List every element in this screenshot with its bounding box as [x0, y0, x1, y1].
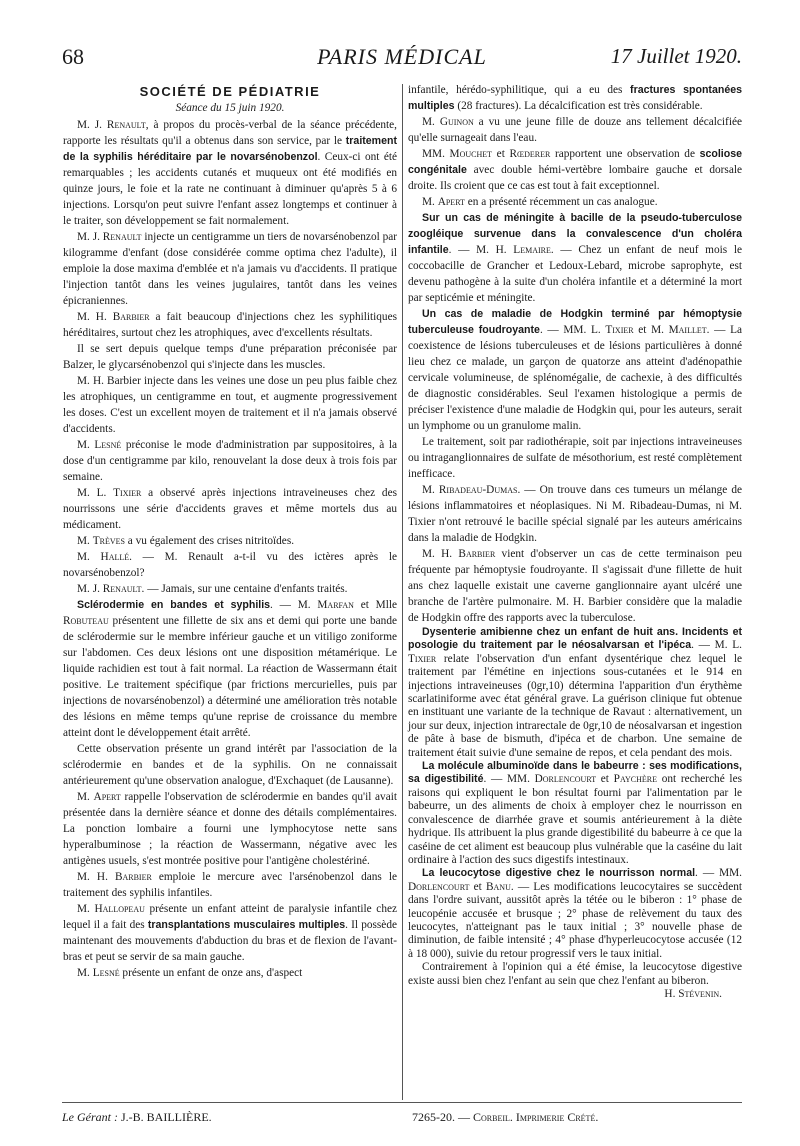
gerant-label: Le Gérant :	[62, 1110, 118, 1124]
text-run: présente un enfant de onze ans, d'aspect	[119, 967, 303, 979]
left-column	[63, 82, 397, 981]
text-run: . — La coexistence de lésions tuberculeuses et de lésions particulières à donné lieu chez ce malade, un garçon de quatorze ans atteint d'adénopathie cervicale volumineuse, de splénomégalie, de cachexie, à des difficultés de diagnostic considérables. Seul l'examen histologique a permis de préciser l'existence d'une maladie de Hodgkin qui, pour les auteurs, serait un lymphome ou un granulome malin.	[408, 324, 743, 432]
paragraph	[408, 146, 742, 194]
right-column-body	[408, 82, 742, 988]
text-run: . — MM. L.	[539, 324, 606, 336]
section-subtitle: Séance du 15 juin 1920.	[175, 102, 285, 114]
paragraph	[63, 229, 397, 309]
text-run: . — M. L.	[691, 639, 742, 652]
text-run: . — Les modifications leucocytaires se succèdent dans l'ordre suivant, aussitôt après la tétée ou le biberon : 1° phase de leucopénie accusée et brusque ; 2° phase de relèvement du taux des leucocytes, n'atteignant pas le taux initial ; 3° nouvelle phase de diminution, de faible intensité ; 4° phase d'hyperleucocytose accusée (12 à 18 000), suivie du retour progressif vers le taux initial.	[408, 880, 742, 960]
text-run: M.	[77, 903, 95, 915]
text-run: relate l'observation d'un enfant dysentérique chez lequel le traitement par l'émétine en injections sous-cutanées et le 914 en injections intraveineuses (0gr,10) détermina l'apparition d'un érythème scarlatiniforme avec état général grave. La guérison clinique fut obtenue en instituant une variante de la technique de Ravaut : alternativement, un jour sur deux, injection intrarectale de 0gr,10 de néosalvarsan et ingestion de pâte à base de bismuth, d'ipéca et de charbon. Une semaine de traitement était suivie d'une semaine de repos, et cela pendant des mois.	[408, 652, 742, 759]
author-name: Renault	[106, 119, 146, 131]
text-run: Le traitement, soit par radiothérapie, soit par injections intraveineuses ou intraganglionnaires de sulfate de mésothorium, est resté complètement inefficace.	[408, 436, 742, 480]
text-run: vient d'observer un cas de cette terminaison peu fréquente par hémoptysie foudroyante. Il s'agissait d'une fillette de huit ans chez laquelle existait une caverne ganglionnaire ayant ulcéré une branche de l'artère pulmonaire. M. H. Barbier considère que la maladie de Hodgkin offre des rapports avec la tuberculose.	[408, 548, 743, 624]
bold-heading-run: Dysenterie amibienne chez un enfant de huit ans. Incidents et posologie du traitement par le néosalvarsan et l'ipéca	[408, 626, 742, 652]
text-run: M.	[422, 116, 440, 128]
text-run: et M.	[633, 324, 669, 336]
author-name: Renault	[102, 583, 142, 595]
text-run: Contrairement à l'opinion qui a été émise, la leucocytose digestive existe aussi bien chez l'enfant au sein que chez l'enfant au biberon.	[408, 961, 742, 987]
paragraph	[408, 867, 742, 961]
author-name: Barbier	[112, 311, 150, 323]
text-run: a fait beaucoup d'injections chez les syphilitiques héréditaires, surtout chez les atrophiques, avec d'excellents résultats.	[63, 311, 397, 339]
text-run: et	[596, 773, 614, 786]
text-run: et Mlle	[353, 599, 398, 611]
text-run: et	[492, 148, 510, 160]
paragraph	[408, 114, 742, 146]
paragraph	[63, 309, 397, 341]
bold-heading-run: fractures spontanées multiples	[408, 84, 742, 112]
bold-heading-run: Sclérodermie en bandes et syphilis	[77, 599, 271, 611]
author-name: Ribadeau-Dumas	[438, 484, 518, 496]
author-name: Guinon	[439, 116, 474, 128]
left-column-body	[63, 117, 397, 981]
paragraph	[63, 485, 397, 533]
text-run: . — MM.	[695, 867, 743, 880]
text-run: . — M.	[270, 599, 318, 611]
text-run: . Il possède maintenant des mouvements d'abduction du bras et de flexion de l'avant-bras et peut se servir de sa main gauche.	[63, 919, 397, 963]
text-run: MM.	[422, 148, 450, 160]
paragraph	[63, 549, 397, 581]
text-run: et	[469, 880, 486, 893]
bold-heading-run: traitement de la syphilis héréditaire par le novarsénobenzol	[63, 135, 397, 163]
text-run: M. H. Barbier injecte dans les veines une dose un peu plus faible chez les atrophiques, un centigramme en tout, et augmente progressivement les doses. C'est un excellent moyen de traitement et il n'a jamais observé d'accidents.	[63, 375, 397, 435]
text-run: M.	[77, 791, 94, 803]
text-run: M. J.	[77, 583, 103, 595]
paragraph	[63, 437, 397, 485]
author-name: Lesné	[94, 439, 122, 451]
author-name: Apert	[437, 196, 465, 208]
text-run: infantile, hérédo-syphilitique, qui a eu des	[408, 84, 631, 96]
text-run: en a présenté récemment un cas analogue.	[464, 196, 658, 208]
paragraph	[63, 373, 397, 437]
author-name: Trèves	[92, 535, 125, 547]
text-run: , à propos du procès-verbal de la séance précédente, rapporte les résultats qu'il a obtenus dans son service, par le	[63, 119, 398, 147]
text-run: rapportent une observation de	[550, 148, 700, 160]
text-run: préconise le mode d'administration par suppositoires, à la dose d'un centigramme par kilo, renouvelant la dose deux à trois fois par semaine.	[63, 439, 397, 483]
gerant-line	[62, 1110, 212, 1125]
author-name: Robuteau	[63, 615, 109, 627]
paragraph	[408, 306, 742, 434]
paragraph	[63, 901, 397, 965]
text-run: . Ceux-ci ont été remarquables ; les accidents cutanés et muqueux ont été modifiés en quinze jours, le foie et la rate ne continuant à diminuer qu'après 5 à 6 injections. Lorsqu'on peut suivre l'enfant assez longtemps et continuer à le traiter, son développement se fait normalement.	[63, 151, 397, 227]
text-run: M. H.	[422, 548, 459, 560]
text-run: a vu une jeune fille de douze ans tellement décalcifiée qu'elle surnageait dans l'eau.	[408, 116, 742, 144]
text-run: a observé après injections intraveineuses chez des nourrissons une série d'accidents graves et même mortels dus au médicament.	[63, 487, 397, 531]
bold-heading-run: Un cas de maladie de Hodgkin terminé par hémoptysie tuberculeuse foudroyante	[408, 308, 742, 336]
paragraph	[63, 341, 397, 373]
paragraph	[408, 434, 742, 482]
paragraph	[408, 210, 742, 306]
column-divider	[402, 84, 403, 1100]
paragraph	[63, 789, 397, 869]
paragraph	[408, 760, 742, 867]
paragraph	[63, 117, 397, 229]
journal-title: PARIS MÉDICAL	[317, 44, 487, 69]
text-run: avec double hémi-vertèbre lombaire gauche et dorsale droite. Ils croient que ce cas est tout à fait exceptionnel.	[408, 164, 742, 192]
paragraph	[408, 626, 742, 760]
author-name: Renault	[102, 231, 142, 243]
paragraph	[63, 741, 397, 789]
author-name: Rœderer	[509, 148, 551, 160]
text-run: M.	[77, 439, 95, 451]
text-run: Cette observation présente un grand intérêt par l'association de la sclérodermie en bandes et de la syphilis. On ne connaissait antérieurement qu'une observation analogue, d'Exchaquet (de Lausanne).	[63, 743, 397, 787]
author-name: Hallé	[100, 551, 130, 563]
author-name: Marfan	[317, 599, 354, 611]
author-name: Hallopeau	[94, 903, 145, 915]
printer-line: 7265-20. — Corbeil. Imprimerie Crété.	[412, 1110, 599, 1124]
text-run: emploie le mercure avec l'arsénobenzol dans le traitement des syphilis infantiles.	[63, 871, 398, 899]
text-run: M. H.	[77, 311, 113, 323]
page-header	[62, 44, 742, 74]
text-run: . — Chez un enfant de neuf mois le coccobacille de Grancher et Ledoux-Lebard, microbe saprophyte, est devenu pathogène à la suite d'un choléra infantile et a déterminé la mort par septicémie et méningite.	[408, 244, 742, 304]
text-run: . — M. H.	[448, 244, 514, 256]
text-run: ont recherché les raisons qui expliquent le bon résultat fourni par l'alimentation par le babeurre, un des aliments de choix à employer chez le nourrisson en convalescence de diarrhée grave et soumis antérieurement à la diète hydrique. Ils attribuent la plus grande digestibilité du babeurre à ce que la caséine de cet aliment est beaucoup plus vulnérable que la caséine du lait ordinaire à l'action des sucs digestifs intestinaux.	[408, 773, 742, 866]
paragraph	[63, 869, 397, 901]
author-name: Dorlencourt	[408, 880, 470, 893]
author-name: Maillet	[668, 324, 707, 336]
text-run: M. H.	[77, 871, 115, 883]
text-run: M.	[77, 967, 93, 979]
footer-rule	[62, 1102, 742, 1103]
author-name: Mouchet	[449, 148, 493, 160]
paragraph	[408, 546, 742, 626]
text-run: présentent une fillette de six ans et demi qui porte une bande de sclérodermie sur le membre inférieur gauche et un vitiligo zoniforme sur l'abdomen. Ces deux lésions ont une disposition métamérique. Le liquide rachidien est tout à fait normal. La réaction de Wassermann était positive. Le traitement spécifique (par frictions mercurielles, puis par injections de novarsénobenzol) a déterminé une amélioration très notable des lésions en même temps qu'une reprise de croissance du membre atteint dont le développement était arrêté.	[63, 615, 397, 739]
paragraph	[408, 961, 742, 988]
text-run: rappelle l'observation de sclérodermie en bandes qu'il avait présentée dans la dernière séance et donne des détails complémentaires. La ponction lombaire a fourni une lymphocytose nette sans hyperalbuminose ; la réaction de Wassermann, négative avec les antigènes usuels, s'est montrée positive pour l'antigène cholestériné.	[63, 791, 397, 867]
author-name: Tixier	[408, 652, 437, 665]
text-run: M. J.	[77, 119, 107, 131]
gerant-name: J.-B. BAILLIÈRE.	[121, 1110, 212, 1124]
author-name: Lemaire	[513, 244, 551, 256]
paragraph	[63, 533, 397, 549]
text-run: (28 fractures). La décalcification est très considérable.	[454, 100, 703, 112]
author-name: Barbier	[458, 548, 496, 560]
bold-heading-run: scoliose congénitale	[408, 148, 742, 176]
text-run: M. L.	[77, 487, 114, 499]
author-name: Paychère	[613, 773, 657, 786]
page-number: 68	[62, 44, 84, 69]
section-title: SOCIÉTÉ DE PÉDIATRIE	[139, 84, 321, 99]
author-name: Banu	[485, 880, 511, 893]
issue-date: 17 Juillet 1920.	[610, 44, 742, 68]
text-run: M.	[77, 535, 93, 547]
text-run: M.	[422, 196, 438, 208]
text-run: injecte un centigramme un tiers de novarsénobenzol par kilogramme d'enfant (dose considérée comme optima chez l'adulte), il emploie la dose maxima d'emblée et n'a jamais vu d'accidents. Il pratique l'injection tantôt dans les veines jugulaires, tantôt dans les veines épicraniennes.	[63, 231, 397, 307]
text-run: . — On trouve dans ces tumeurs un mélange de lésions inflammatoires et néoplasiques. Ni M. Ribadeau-Dumas, ni M. Tixier n'ont retrouvé le bacille spécial signalé par les auteurs américains dans la maladie de Hodgkin.	[408, 484, 742, 544]
bold-heading-run: transplantations musculaires multiples	[147, 919, 346, 931]
text-run: présente un enfant atteint de paralysie infantile chez lequel il a fait des	[63, 903, 397, 931]
paragraph	[408, 482, 742, 546]
text-run: M.	[422, 484, 439, 496]
paragraph	[63, 597, 397, 741]
signature: H. Stévenin.	[664, 987, 722, 1000]
bold-heading-run: Sur un cas de méningite à bacille de la pseudo-tuberculose zoogléique survenue dans la convalescence d'un choléra infantile	[408, 212, 742, 256]
author-name: Lesné	[92, 967, 120, 979]
text-run: M.	[77, 551, 101, 563]
bold-heading-run: La leucocytose digestive chez le nourrisson normal	[422, 867, 696, 880]
paragraph	[63, 581, 397, 597]
page-footer	[62, 1110, 742, 1130]
author-name: Apert	[93, 791, 121, 803]
text-run: . — MM.	[483, 773, 535, 786]
text-run: Il se sert depuis quelque temps d'une préparation préconisée par Balzer, le glycarsénobenzol qui s'injecte dans les muscles.	[63, 343, 397, 371]
author-name: Dorlencourt	[534, 773, 597, 786]
bold-heading-run: La molécule albuminoïde dans le babeurre : ses modifications, sa digestibilité	[408, 760, 742, 786]
author-name: Tixier	[605, 324, 634, 336]
right-column	[408, 82, 742, 1001]
paragraph	[408, 82, 742, 114]
paragraph	[408, 194, 742, 210]
author-name: Tixier	[113, 487, 142, 499]
text-run: . — M. Renault a-t-il vu des ictères après le novarsénobenzol?	[63, 551, 397, 579]
text-run: . — Jamais, sur une centaine d'enfants traités.	[141, 583, 348, 595]
text-run: a vu également des crises nitritoïdes.	[124, 535, 295, 547]
paragraph	[63, 965, 397, 981]
author-name: Barbier	[114, 871, 152, 883]
text-run: M. J.	[77, 231, 103, 243]
